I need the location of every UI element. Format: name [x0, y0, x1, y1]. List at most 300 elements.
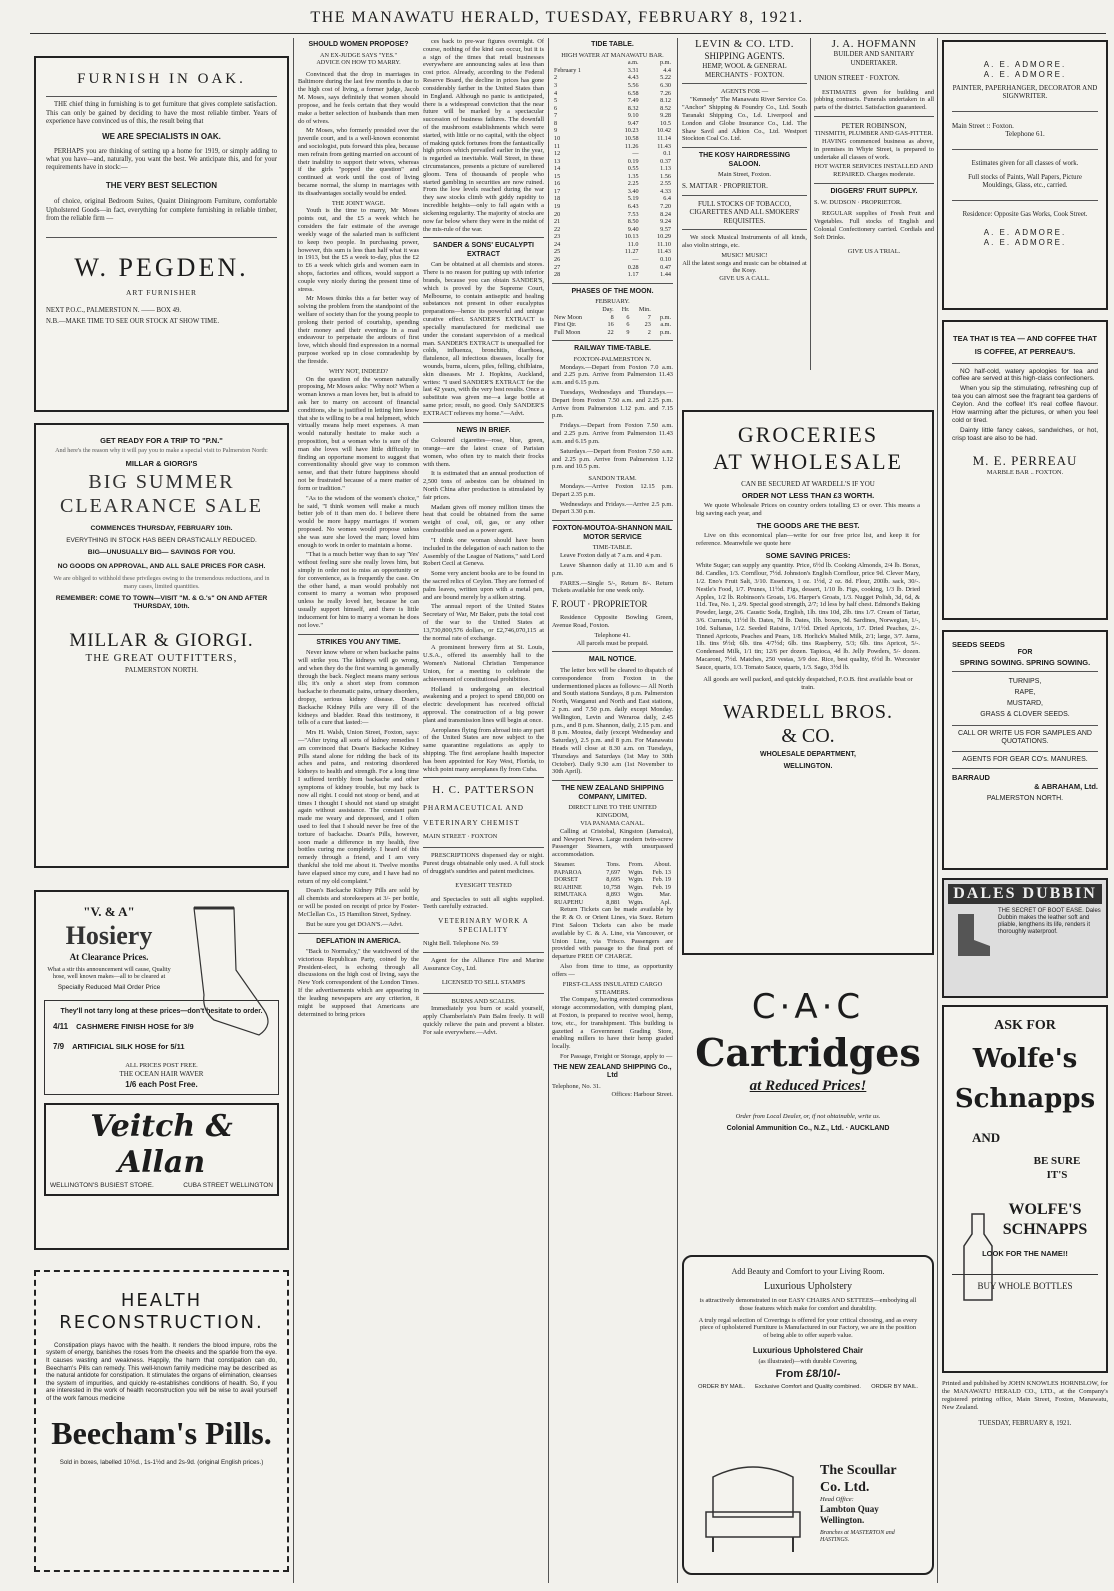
tide-row [552, 158, 673, 166]
tide-row [552, 150, 673, 158]
wardell-wellington: WELLINGTON. [783, 762, 833, 770]
tide-row-cell: 6 [554, 104, 558, 112]
moon-row-cell: 9 [626, 328, 630, 336]
tide-row-cell: 2.55 [660, 180, 671, 188]
trip-heading: GET READY FOR A TRIP TO "P.N." [100, 436, 223, 445]
sandon-entry: Wednesdays and Fridays.—Arrive 2.5 p.m. Depart 3.30 p.m. [552, 500, 673, 516]
admore-estimates: Estimates given for all classes of work. [971, 159, 1079, 167]
shipping-body: The Company, having erected commodious storage accommodation, with dumping plant, at Foxton, is prepared to receive wool, hemp, tow, etc., for transhipment. This building is gazetted a Government Grading Store, enabling millers to have their hemp graded locally. [552, 996, 673, 1051]
price-list: White Sugar; can supply any quantity. Price, 6½d lb. Cooking Almonds, 2/4 lb. Borax, 8d. Candles, 1/3. Cornflour, 7½d. Johnston's English Cornflour, price 9d. Clever Mary, 1/2. Eno's Fruit Salt, 3/10. Essences, 1 oz. 1½d, 2 oz. 8d. Flour, 200lb. sack, 30/-. Nestle's Food, 1/7. Prunes, 11½d. Figs, dessert, 1/10 lb. Figs, cooking, 1/3 lb. Dried Apples, 1/2 lb. Robinson's Groats, 1/6. Harper's Groats, 1/3. Nugget Polish, 3d, 6d, & 11d. Tea, No. 1, 2/9. Special good strength, 2/7; 1d less by half chest. Edmond's Baking Powder, large, 2/6. Caustic Soda, English, 1lb. tins 10d, 2lb. tins 1/7. Cream of Tartar, 3/6. Currants, 11½d lb. Dates, 7d lb. Dates, 1lb. boxes, 9d. Sardines, Norwegian, 1/-, 10d. Sultanas, 1/2. Seeded Raisins, 1/1½d. Dried Apricots, 1/7. Dried Peaches, 2/-. Tinned Apricots, Peaches and Pears, 1/8. Horlick's Malted Milk, 2/1; large, 3/7. Jams, 1lb. tins 9½d; 6lb. tins 4/7½d; 6lb. tins Raspberry, 5/3; 6lb. tins Apricot, 5/-. Condensed Milk, 1/1 tin; 12/6 per dozen. Tapioca, 4d lb. Jelly Powders, 5/- dozen. Macaroni, 7½d. Matches, 250 vestas, 3/9 doz. Rice, best quality, 6½d lb. Worcester Sauce, quarts, 1/3. Tomato Sauce, quarts, 1/3. Sago, 3½d lb. [696, 562, 920, 671]
groceries-wholesale: AT WHOLESALE [712, 448, 903, 474]
lambton-quay: Lambton Quay [820, 1504, 879, 1515]
mail-motor-entry: Leave Foxton daily at 7 a.m. and 4 p.m. [560, 552, 662, 560]
patterson-vet: VETERINARY CHEMIST [423, 818, 520, 827]
tide-row-cell: 4.43 [627, 74, 639, 82]
trip-body: And here's the reason why it will pay you to make a special visit to Palmerston North: [55, 447, 268, 455]
seed-item: RAPE, [1014, 689, 1036, 696]
shipping-telephone: Telephone, No. 31. [552, 1082, 601, 1090]
moon-header-row-cell [552, 306, 595, 314]
health-body: Constipation plays havoc with the health. It renders the blood impure, robs the system of energy, banishes the roses from the cheeks and the sparkle from the eye. It causes wasting and weakness. Happily, the harm that constipation can do, Beecham's Pills can remedy. This well-known family medicine may be described as the natural antidote for constipation. It stimulates the organs of elimination, cleanses the system of impurities, and quickly re-establishes conditions of health. So, if you are interested in the work of health reconstruction you will be wise to avail yourself of the work famous medicine [46, 1341, 277, 1402]
tide-row-cell: 11.43 [657, 142, 671, 150]
tide-row-cell: 26 [554, 255, 561, 263]
moon-table [552, 306, 673, 336]
printed-by: Printed and published by JOHN KNOWLES HORNBLOW, for the MANAWATU HERALD CO., LTD., at the Company's registered printing office, Main Street, Foxton, Manawatu, New Zealand. [942, 1380, 1108, 1411]
tide-row [552, 256, 673, 264]
reduced-prices: at Reduced Prices! [749, 1077, 867, 1094]
music-heading: MUSIC! MUSIC! [721, 251, 768, 259]
steamer-row-cell: Wgtn. [628, 891, 644, 899]
groceries-order: ORDER NOT LESS THAN £3 WORTH. [741, 491, 875, 501]
tide-row-cell: 7.49 [627, 97, 639, 105]
steamer-row [552, 891, 673, 899]
tide-row [552, 211, 673, 219]
direct-line: DIRECT LINE TO THE UNITED KINGDOM, [568, 804, 657, 820]
tide-row-cell: 11.14 [657, 134, 671, 142]
mail-motor-entry: FARES.—Single 5/-, Return 8/-. Return Tickets available for one week only. [552, 579, 673, 595]
railway-heading: RAILWAY TIME-TABLE. [574, 345, 651, 353]
tide-row-cell: — [632, 150, 639, 158]
night-bell: Night Bell. Telephone No. 59 [423, 940, 499, 948]
tide-subtitle: HIGH WATER AT MANAWATU BAR. [561, 51, 664, 59]
tide-row-cell: 10.23 [624, 127, 639, 135]
tide-row-cell: 4 [554, 89, 558, 97]
tide-row [552, 218, 673, 226]
moon-row-cell: 2 [647, 328, 651, 336]
tide-row-cell: 22 [554, 225, 561, 233]
groceries-p2: Live on this economical plan—write for our free price list, and keep it for reference. Meanwhile we quote here [696, 532, 920, 548]
big-summer: BIG SUMMER [88, 470, 235, 493]
and-label: AND [972, 1129, 1001, 1145]
article-para: "That is a much better way than to say 'Yes' without feeling sure she really loves him, but simply in order not to miss an opportunity or for convenience, as is frequently the case. On the other hand, a man would probably not consent to marry a woman who proposed unless he really loved her, because he can usually support himself, and there is little inducement for him to marry a woman he does not love." [298, 551, 419, 629]
chair-illustration [698, 1457, 808, 1557]
steamer-row-cell: PAPAROA [554, 868, 582, 876]
sale-remember: REMEMBER: COME TO TOWN—VISIT "M. & G.'s" ON AND AFTER THURSDAY, 10th. [55, 594, 268, 610]
tide-row-cell: 5.19 [627, 195, 639, 203]
tide-row-cell: — [632, 255, 639, 263]
mail-notice-heading: MAIL NOTICE. [588, 656, 637, 664]
tide-row-cell: 25 [554, 248, 561, 256]
ask-for: ASK FOR [994, 1018, 1056, 1033]
column-hofmann [814, 38, 934, 408]
tide-row-cell: 7.53 [627, 210, 639, 218]
groceries-p1: We quote Wholesale Prices on country orders totalling £3 or over. This means a big saving each year, and [696, 502, 920, 518]
railway-entry: Tuesdays, Wednesdays and Thursdays.—Depart from Foxton 7.50 a.m. and 2.25 p.m. Arrive from Palmerston 1.12 p.m. and 7.15 p.m. [552, 389, 673, 420]
tide-row-cell: 13 [554, 157, 561, 165]
robinson-hot-water: HOT WATER SERVICES INSTALLED AND REPAIRED. Charges moderate. [814, 163, 934, 179]
tide-row-cell: 0.55 [627, 165, 639, 173]
shipping-offices: Offices: Harbour Street. [611, 1090, 673, 1098]
steamer-row-cell: 8,893 [606, 891, 621, 899]
railway-entry: Fridays.—Depart from Foxton 7.50 a.m. and 2.25 p.m. Arrive from Palmerston 11.43 a.m. and 6.15 p.m. [552, 422, 673, 445]
tide-row [552, 120, 673, 128]
tide-row-cell: 18 [554, 195, 561, 203]
abraham: & ABRAHAM, Ltd. [1034, 782, 1098, 792]
tide-row-cell: 8.12 [660, 97, 671, 105]
tide-header-row-cell: a.m. [627, 59, 639, 67]
article-subheading: ADVICE ON HOW TO MARRY. [316, 59, 401, 67]
moon-heading: PHASES OF THE MOON. [571, 287, 654, 295]
admore-stocks: Full stocks of Paints, Wall Papers, Picture Mouldings, Glass, etc., carried. [968, 173, 1082, 190]
article-para: Madam gives off money million times the heat that could be obtained from the same weight of coal, oil, gas, or any other combustible used as a power agent. [423, 503, 544, 535]
moon-row-cell: First Qtr. [554, 321, 577, 329]
admore-name: A. E. ADMORE. [983, 69, 1067, 79]
beechams-prices: Sold in boxes, labelled 10½d., 1s-1½d and 2s-9d. (original English prices.) [59, 1459, 264, 1467]
give-us-a-trial: GIVE US A TRIAL. [847, 247, 901, 255]
steamer-row [552, 869, 673, 877]
imprint [942, 1380, 1108, 1575]
scoullar-price: From £8/10/- [775, 1368, 841, 1381]
article-para: "Back to Normalcy," the watchword of the victorious Republican Party, coined by the President-elect, is echoing through all discussions on the high cost of living, says the New York correspondent of the London Times. If the advertisements which are appearing in the leading newspapers are any criterion, it might be supposed that Americans are determined to bring prices [298, 948, 419, 1018]
groceries-best: THE GOODS ARE THE BEST. [756, 521, 860, 531]
tide-row [552, 135, 673, 143]
mail-order-price: Specially Reduced Mail Order Price [57, 983, 161, 991]
spring-sowing: SPRING SOWING. SPRING SOWING. [959, 657, 1091, 667]
groceries-p3: All goods are well packed, and quickly despatched, F.O.B. first available boat or train. [703, 675, 913, 691]
buy-whole-bottles: BUY WHOLE BOTTLES [952, 1274, 1098, 1292]
oak-body-3: of choice, original Bedroom Suites, Quaint Diningroom Furniture, comfortable Upholstered Goods—in fact, everything for complete furnishing in reliable timber, from the reliable firm — [46, 198, 277, 223]
tide-row-cell: 0.1 [663, 150, 671, 158]
sandon-entry: Mondays.—Arrive Foxton 12.15 p.m. Depart 2.35 p.m. [552, 482, 673, 498]
stocking-illustration [174, 900, 280, 1050]
steamer-row [552, 876, 673, 884]
spectacles: and Spectacles to suit all sights supplied. Teeth carefully extracted. [423, 895, 544, 911]
scoullar-co: Co. Ltd. [820, 1480, 870, 1496]
admore-residence: Residence: Opposite Gas Works, Cook Street. [962, 211, 1088, 219]
admore-telephone: Telephone 61. [1005, 130, 1045, 139]
moon-row-cell: 6 [626, 313, 630, 321]
tide-row-cell: 0.10 [660, 255, 671, 263]
column-rule [677, 38, 678, 1583]
levin-merchants: HEMP, WOOL & GENERAL MERCHANTS · FOXTON. [702, 62, 787, 79]
for-passage: For Passage, Freight or Storage, apply to — [560, 1053, 673, 1061]
patterson-name: H. C. PATTERSON [432, 784, 535, 797]
article-para: Never know where or when backache pains will strike you. The kidneys will go wrong, and when they do the first warning is generally through the back. Neglect means many serious ills; it's only a short step from common backache to rheumatic pains, urinary disorders, dropsy, serious kidney disease. Doan's Backache Kidney Pills are very ill of the kidneys and bladder. Read this testimony, it tells of a cure that lasted:— [298, 649, 419, 727]
scoullar-lux: Luxurious Upholstery [763, 1280, 853, 1292]
wardell-dept: WHOLESALE DEPARTMENT, [760, 751, 856, 759]
tide-row-cell: 10.5 [660, 119, 671, 127]
tide-row-cell: 10.13 [624, 233, 639, 241]
tide-row-cell: 9.40 [627, 225, 639, 233]
barraud: BARRAUD [952, 773, 990, 783]
tide-row-cell: 9.28 [660, 112, 671, 120]
tide-row-cell: 11.10 [657, 240, 671, 248]
tide-table [552, 59, 673, 278]
tide-row-cell: 9.57 [660, 225, 671, 233]
steamer-row-cell: RUAHINE [554, 883, 582, 891]
tide-row [552, 264, 673, 272]
pegden-nb: N.B.—MAKE TIME TO SEE OUR STOCK AT SHOW TIME. [46, 318, 220, 326]
order-by-mail: ORDER BY MAIL. [871, 1383, 918, 1390]
steamer-row-cell: 8,695 [606, 876, 621, 884]
millar-giorgi-location: PALMERSTON NORTH. [124, 665, 199, 674]
scoullar-add: Add Beauty and Comfort to your Living Room. [731, 1267, 885, 1276]
tide-row-cell: 0.37 [660, 157, 671, 165]
railway-entry: Saturdays.—Depart from Foxton 7.50 a.m. and 2.25 p.m. Arrive from Palmerston 1.12 p.m. and 10.5 p.m. [552, 447, 673, 471]
gear-agents: AGENTS FOR GEAR CO's. MANURES. [962, 755, 1088, 763]
nz-shipping-heading: THE NEW ZEALAND SHIPPING COMPANY, LIMITED. [560, 785, 665, 801]
tide-row-cell: 6.4 [663, 195, 671, 203]
rout-telephone: Telephone 41. [594, 631, 631, 639]
moon-header-row [552, 306, 673, 314]
moon-row-cell: p.m. [659, 313, 671, 321]
groceries-secured: CAN BE SECURED AT WARDELL'S IF YOU [741, 479, 875, 488]
first-class-steamers: FIRST-CLASS INSULATED CARGO STEAMERS. [562, 980, 663, 996]
ocean-price: 1/6 each Post Free. [125, 1080, 198, 1090]
palmerston-north: PALMERSTON NORTH. [986, 795, 1064, 803]
tide-row-cell: 5 [554, 97, 558, 105]
scoullar-name: The Scoullar [820, 1463, 897, 1478]
tide-row-cell: 10.58 [624, 134, 639, 142]
moon-row-cell: a.m. [660, 321, 671, 329]
oak-specialists: WE ARE SPECIALISTS IN OAK. [102, 132, 221, 142]
steamer-row-cell: 10,758 [603, 883, 621, 891]
moon-header-row-cell: Min. [638, 306, 651, 313]
column-notices [552, 38, 673, 1583]
moon-row [552, 321, 673, 329]
tide-row-cell: 8.24 [660, 210, 671, 218]
tea-body: NO half-cold, watery apologies for tea and coffee are served at this high-class confectioners. [952, 367, 1098, 383]
tide-row-cell: 1.17 [627, 271, 639, 279]
steamer-header-row [552, 861, 673, 869]
steamer-row-cell: Wgtn. [628, 868, 644, 876]
wardell-groceries-ad [682, 410, 934, 955]
head-office: Head Office: [820, 1496, 854, 1504]
tide-row-cell: 0.47 [660, 263, 671, 271]
colonial-ammunition: Colonial Ammunition Co., N.Z., Ltd. · AUCKLAND [726, 1125, 890, 1133]
tide-row [552, 173, 673, 181]
steamer-row-cell: Wgtn. [628, 883, 644, 891]
robinson-sub: TINSMITH, PLUMBER AND GAS-FITTER. [814, 130, 934, 138]
steamer-row-cell: Feb. 13 [652, 868, 671, 876]
tide-row-cell: 6.58 [627, 89, 639, 97]
tide-row-cell: 7 [554, 112, 558, 120]
patterson-address: MAIN STREET · FOXTON [423, 833, 498, 841]
hosiery-body: What a stir this announcement will cause, Quality hose, well known makes—all to be cleared at [47, 965, 171, 981]
dales-dubbin-ad [942, 878, 1108, 998]
kosy-proprietor: S. MATTAR · PROPRIETOR. [682, 182, 768, 190]
steamer-row-cell: Mar. [659, 891, 671, 899]
tide-row [552, 248, 673, 256]
steamer-header-row-cell: Tons. [606, 861, 621, 869]
steamer-row-cell: Feb. 19 [652, 876, 671, 884]
wolfes-schnapps-ad [942, 1005, 1108, 1373]
barraud-seeds-ad [942, 630, 1108, 870]
millar-giorgi-name: MILLAR & GIORGI. [69, 630, 254, 652]
clearance-sale: CLEARANCE SALE [60, 495, 263, 518]
steamer-row-cell: Wgtn. [628, 898, 644, 906]
article-para: Doan's Backache Kidney Pills are sold by all chemists and storekeepers at 3/- per bottle, or will be posted on receipt of price by Foster-McClellan Co., 15 Hamilton Street, Sydney. [298, 887, 419, 918]
beechams-pills: Beecham's Pills. [51, 1415, 272, 1452]
patterson-pharm: PHARMACEUTICAL AND [423, 803, 524, 812]
steamer-row [552, 899, 673, 907]
veitch-address: CUBA STREET WELLINGTON [183, 1182, 273, 1190]
steamer-row-cell: 7,697 [606, 868, 621, 876]
tide-row [552, 127, 673, 135]
tide-row-cell: 9.24 [660, 218, 671, 226]
perreau-name: M. E. PERREAU [972, 452, 1078, 468]
sale-commences: COMMENCES THURSDAY, FEBRUARY 10th. [90, 524, 233, 532]
tide-row [552, 195, 673, 203]
tide-row-cell: 3.31 [627, 66, 639, 74]
moon-row-cell: p.m. [659, 328, 671, 336]
tea-body-2: When you sip the stimulating, refreshing cup of tea you can almost see the fragrant tea gardens of Ceylon. And the coffee! It's real coffee flavour. How warming after the pictures, or when you feel cold or tired. [952, 385, 1098, 425]
tide-row-cell: 11 [554, 142, 560, 150]
wolfes-schnapps-2: WOLFE'S SCHNAPPS [1002, 1201, 1088, 1238]
tide-row-cell: 15 [554, 172, 561, 180]
article-para: Convinced that the drop in marriages in Baltimore during the last few months is due to the high cost of living, a former judge, Jacob M. Moses, says definitely that women should propose, and he feels certain that they would make a better selection of husbands than men do of wives. [298, 70, 419, 125]
admore-address: Main Street :: Foxton. [952, 121, 1014, 130]
call-or-write: CALL OR WRITE US FOR SAMPLES AND QUOTATIONS. [958, 729, 1092, 746]
seed-item: TURNIPS, [1008, 677, 1042, 685]
oak-furniture-ad [34, 56, 289, 412]
tide-row-cell: 9.10 [627, 112, 639, 120]
order-by-mail: ORDER BY MAIL. [698, 1383, 745, 1390]
scoullar-address-block [820, 1462, 920, 1545]
veitch-allan-hosiery-ad [34, 890, 289, 1250]
seed-item: MUSTARD, [1006, 700, 1044, 708]
pegden-sub: ART FURNISHER [126, 288, 197, 298]
masthead: THE MANAWATU HERALD, TUESDAY, FEBRUARY 8, 1921. [310, 9, 804, 26]
diggers-heading: DIGGERS' FRUIT SUPPLY. [830, 187, 918, 195]
tide-row-cell: February 1 [554, 66, 581, 74]
article-heading: SHOULD WOMEN PROPOSE? [308, 41, 409, 48]
steamer-header-row-cell: About. [653, 861, 671, 869]
robinson-name: PETER ROBINSON, [841, 120, 907, 130]
article-para: But be sure you get DOAN'S.—Advt. [306, 920, 403, 928]
tide-row [552, 143, 673, 151]
oak-body-2: PERHAPS you are thinking of setting up a home for 1919, or simply adding to what you have—and, naturally, you want the best. We anticipate this, and for your requirements have in stock:— [46, 147, 277, 172]
tide-row-cell: 11.26 [624, 142, 639, 150]
scoullar-wellington: Wellington. [820, 1515, 865, 1526]
veitch-store-tagline: WELLINGTON'S BUSIEST STORE. [50, 1182, 154, 1190]
sale-reduced: EVERYTHING IN STOCK HAS BEEN DRASTICALLY REDUCED. [66, 536, 257, 544]
saving-prices: SOME SAVING PRICES: [765, 551, 851, 561]
tide-row-cell: 7.20 [660, 203, 671, 211]
tea-heading: TEA THAT IS TEA — AND COFFEE THAT IS COFFEE, AT PERREAU'S. [953, 334, 1097, 356]
agents-list: "Kennedy" The Manawatu River Service Co. "Anchor" Shipping & Foundry Co., Ltd. South Taranaki Shipping Co., Ld. Liverpool and London and Globe Insurance Co., Ltd. The Shaw Savil and Albion Co., Ltd. Westport Stockton Coal Co. Ltd. [682, 96, 807, 143]
clearance-prices: At Clearance Prices. [69, 951, 149, 962]
tide-row [552, 112, 673, 120]
moon-row-cell: 23 [644, 321, 651, 329]
kosy-address: Main Street, Foxton. [718, 171, 771, 179]
oak-title: FURNISH IN OAK. [77, 71, 246, 87]
article-para: The annual report of the United States Secretary of War, Mr Baker, puts the total cost of the war to the United States at 13,730,800,576 dollars, or £2,746,070,115 at the normal rate of exchange. [423, 603, 544, 642]
oak-best-selection: THE VERY BEST SELECTION [105, 180, 218, 190]
moon-row-cell: Full Moon [554, 328, 581, 336]
tide-row-cell: 0.28 [627, 263, 639, 271]
tide-row [552, 74, 673, 82]
wardell-co: & CO. [781, 724, 835, 747]
millar-giorgi-names: MILLAR & GIORGI'S [125, 458, 198, 468]
shipping-body: Return Tickets can be made available by the P. & O. or Orient Lines, via Suez. Return First Saloon Tickets can also be made available by C. & A. Line, via Vancouver, or Union Line, via 'Frisco. Passengers are provided with passage to the final port of departure FREE OF CHARGE. [552, 906, 673, 961]
article-subheading: THE JOINT WAGE. [331, 199, 386, 207]
tide-header-row-cell [552, 59, 608, 67]
steamer-row-cell: 8,881 [606, 898, 621, 906]
moon-row [552, 329, 673, 337]
robinson-body: HAVING commenced business as above, in premises in Whyte Street, is prepared to undertake all classes of work. [814, 137, 934, 161]
pegden-name: W. PEGDEN. [74, 253, 249, 283]
railway-entry: Mondays.—Depart from Foxton 7.0 a.m. and 2.25 p.m. Arrive from Palmerston 11.43 a.m. and 6.15 p.m. [552, 363, 673, 387]
article-para: Can be obtained at all chemists and stores. There is no reason for putting up with inferior brands, because you can obtain SANDER'S, which is proved by the Supreme Court, Melbourne, to contain antiseptic and healing substances not present in other eucalyptus preparations—hence its powerful and unique curative effect. SANDER'S EXTRACT is specially manufactured for medicinal use under the constant supervision of a medical man. SANDER'S EXTRACT is unequalled for colds, influenza, bronchitis, diarrhoea, flatulence, all infectious diseases, locally for wounds, burns, ulcers, piles, felling, chilblains, skin diseases. Mr J. Hopkins, Auckland, writes: "I used SANDER'S EXTRACT for the last 42 years, with the very best results. Once a substitute was given me—a large bottle at same price; result, no good. Only SANDER'S EXTRACT relieves my home."—Advt. [423, 261, 544, 417]
music-body: All the latest songs and music can be obtained at the Kosy. [682, 259, 807, 275]
hofmann-address: UNION STREET · FOXTON. [814, 73, 900, 82]
tide-row-cell: 21 [554, 218, 561, 226]
scoullar-body: is attractively demonstrated in our EASY CHAIRS AND SETTEES—embodying all those features which make for comfort and durability. [699, 1296, 917, 1312]
hose-item-name: ARTIFICIAL SILK HOSE for 5/11 [72, 1041, 185, 1051]
burns-heading: BURNS AND SCALDS. [451, 997, 516, 1005]
mail-motor-heading: FOXTON-MOUTOA-SHANNON MAIL MOTOR SERVICE [552, 525, 673, 541]
shipping-body: Also from time to time, as opportunity offers — [552, 963, 673, 978]
article-subheading: AN EX-JUDGE SAYS "YES." [319, 51, 398, 59]
tide-row-cell: 11.43 [657, 248, 671, 256]
tide-row-cell: 2 [554, 74, 558, 82]
mail-notice-body: The letter box will be cleared to dispatch of correspondence from Foxton in the undermentioned places as follows:— All North and South stations Sundays, 8 p.m. Palmerston North, Wanganui and North and East stations, 2 p.m. and 7.50 p.m. daily except Monday. Wellington, Levin and Weraroa daily, 2.45 p.m., and 8 p.m. Shannon, daily, 2.15 p.m. and 8 p.m. Moutoa, daily (except Wednesday and Saturday), 2.5 p.m. and 8 p.m. For Manawatu Heads will close at 8.30 a.m. on Tuesdays, Thursdays and Saturdays (1st May to 30th October). Daily 9.30 a.m (1st November to 30th April). [552, 666, 673, 776]
pegden-address: NEXT P.O.C., PALMERSTON N. —— BOX 49. [46, 307, 182, 315]
hose-item-name: CASHMERE FINISH HOSE for 3/9 [76, 1022, 194, 1032]
tide-header-row-cell: p.m. [659, 59, 671, 67]
levin-shipping: SHIPPING AGENTS. [704, 51, 785, 62]
tide-header-row [552, 59, 673, 67]
burns-body: Immediately you burn or scald yourself, apply Chamberlain's Pain Balm freely. It will quickly relieve the pain and prevent a blister. For sale everywhere.—Advt. [423, 1005, 544, 1036]
dales-body: THE SECRET OF BOOT EASE. Dales Dubbin makes the leather soft and pliable, lengthens its life, renders it thoroughly waterproof. [998, 907, 1101, 936]
article-heading: DEFLATION IN AMERICA. [316, 937, 401, 945]
tide-row-cell: 5.22 [660, 74, 671, 82]
steamer-table [552, 861, 673, 906]
be-sure-its: BE SURE IT'S [1033, 1155, 1081, 1181]
tide-row [552, 241, 673, 249]
article-para: It is estimated that an annual production of 2,500 tons of asbestos can be obtained in North China after production is stimulated by fair prices. [423, 470, 544, 501]
rout-proprietor: F. ROUT · PROPRIETOR [552, 599, 648, 610]
tide-row [552, 165, 673, 173]
hose-item-price: 4/11 [53, 1022, 69, 1032]
steamer-header-row-cell: From. [628, 861, 644, 869]
moon-row [552, 314, 673, 322]
tide-row-cell: 4.4 [663, 66, 671, 74]
exclusive-comfort: Exclusive Comfort and Quality combined. [755, 1383, 861, 1390]
column-rule [810, 38, 811, 370]
tide-row-cell: 5.56 [627, 82, 639, 90]
mail-motor-tt: TIME-TABLE. [592, 544, 633, 552]
tide-row-cell: 2.25 [627, 180, 639, 188]
moon-header-row-cell: Day. [602, 306, 614, 313]
tide-row-cell: 9.47 [627, 119, 639, 127]
tide-row-cell: 27 [554, 263, 561, 271]
ocean-waver: THE OCEAN HAIR WAVER [119, 1069, 204, 1078]
seed-item: GRASS & CLOVER SEEDS. [980, 711, 1070, 719]
admore-trade: PAINTER, PAPERHANGER, DECORATOR AND SIGNWRITER. [952, 83, 1098, 101]
column-articles-2 [423, 38, 544, 1583]
hofmann-sub: BUILDER AND SANITARY UNDERTAKER. [833, 51, 915, 67]
cac-logo: C·A·C [751, 987, 865, 1027]
tide-row-cell: 12 [554, 150, 561, 158]
tide-row [552, 180, 673, 188]
tide-row [552, 188, 673, 196]
tide-row-cell: 11.0 [627, 240, 639, 248]
tide-row-cell: 6.30 [660, 82, 671, 90]
tide-row-cell: 3.40 [627, 187, 639, 195]
admore-name: A. E. ADMORE. [983, 60, 1067, 69]
hofmann-body: ESTIMATES given for building and jobbing contracts. Funerals undertaken in all parts of the district. Satisfaction guaranteed. [814, 88, 934, 112]
seeds-for: FOR [1017, 649, 1033, 657]
tide-row-cell: 3 [554, 82, 558, 90]
schnapps-name: Schnapps [954, 1083, 1096, 1114]
scoullar-branches: Branches at MASTERTON and HASTINGS. [820, 1530, 895, 1544]
tide-row [552, 271, 673, 279]
diggers-body: REGULAR supplies of Fresh Fruit and Vegetables. Full stocks of English and Colonial Confectionery carried. Cordials and Soft Drinks. [814, 210, 934, 241]
sandon-heading: SANDON TRAM. [588, 475, 637, 483]
health-reconstruction: HEALTH RECONSTRUCTION. [59, 1290, 264, 1333]
tide-row-cell: 10 [554, 134, 561, 142]
